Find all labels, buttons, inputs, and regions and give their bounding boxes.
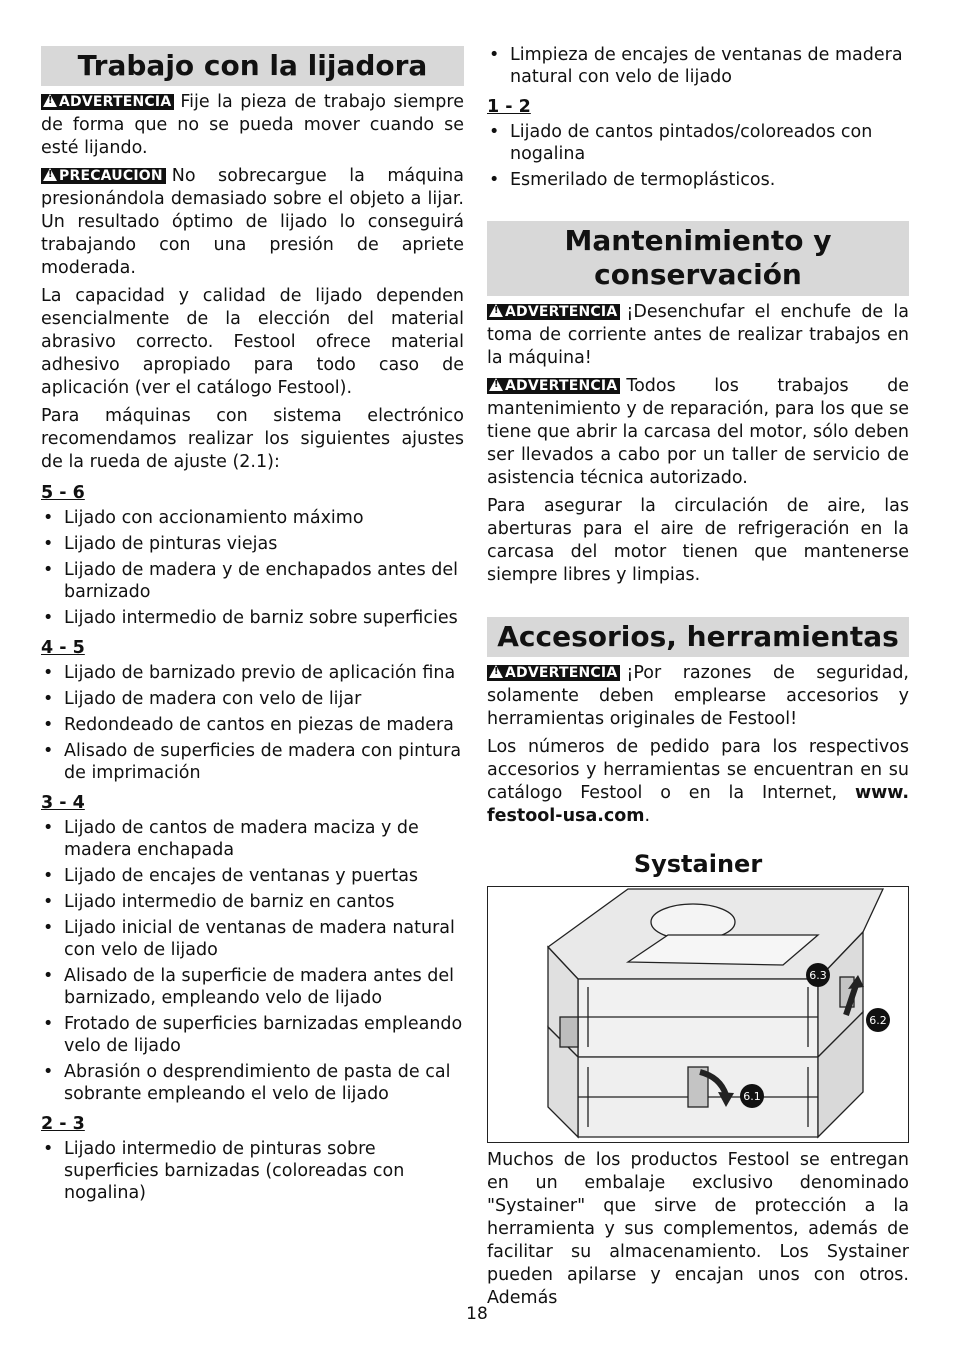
list-item: • Lijado inicial de ventanas de madera natural con velo de lijado [41, 917, 464, 961]
warning-paragraph-1: ! ADVERTENCIA Fije la pieza de trabajo siempre de forma que no se pueda mover cuando se esté lijando. [41, 92, 464, 158]
range-heading: 5 - 6 [41, 483, 85, 503]
warning-badge: ! ADVERTENCIA [41, 94, 174, 110]
range-list [41, 662, 464, 784]
accessories-warning: ! ADVERTENCIA ¡Por razones de seguridad, solamente deben emplearse accesorios y herramientas originales de Festool! [487, 663, 909, 729]
list-item: • Lijado de cantos de madera maciza y de madera enchapada [41, 817, 464, 861]
right-column [487, 44, 909, 1315]
systainer-figure [487, 886, 909, 1143]
svg-text:6.1: 6.1 [743, 1090, 761, 1103]
list-item: • Alisado de la superficie de madera antes del barnizado, empleando velo de lijado [41, 965, 464, 1009]
caution-badge: ! PRECAUCION [41, 168, 166, 184]
callout-6-3 [806, 963, 830, 987]
warning-triangle-icon: ! [43, 168, 57, 181]
list-item: • Lijado de barnizado previo de aplicación fina [41, 662, 464, 684]
range-heading: 3 - 4 [41, 793, 85, 813]
callout-6-1 [740, 1084, 764, 1108]
warning-triangle-icon: ! [43, 94, 57, 107]
caution-paragraph: ! PRECAUCION No sobrecargue la máquina presionándola demasiado sobre el objeto a lijar. Un resultado óptimo de lijado lo conseguirá trabajando con una presión de apriete moderada. [41, 166, 464, 278]
section-title-maintenance [487, 221, 909, 296]
maintenance-warning-1: ! ADVERTENCIA ¡Desenchufar el enchufe de la toma de corriente antes de realizar trabajos en la máquina! [487, 302, 909, 368]
range-list [41, 1138, 464, 1204]
range-list-continued [487, 44, 909, 88]
warning-triangle-icon: ! [489, 378, 503, 391]
warning-badge: ! ADVERTENCIA [487, 378, 620, 394]
maintenance-title-line-2: conservación [594, 258, 802, 291]
list-item: • Alisado de superficies de madera con pintura de imprimación [41, 740, 464, 784]
maintenance-title-line-1: Mantenimiento y [564, 224, 832, 257]
list-item: • Esmerilado de termoplásticos. [487, 169, 909, 191]
systainer-illustration [488, 887, 910, 1142]
warning-badge: ! ADVERTENCIA [487, 304, 620, 320]
list-item: • Redondeado de cantos en piezas de madera [41, 714, 464, 736]
callout-6-2 [866, 1008, 890, 1032]
list-item: • Lijado con accionamiento máximo [41, 507, 464, 529]
svg-text:6.3: 6.3 [809, 969, 827, 982]
range-list [41, 817, 464, 1105]
section-title-accessories: Accesorios, herramientas [487, 617, 909, 657]
festool-website-link[interactable]: www. festool-usa.com [487, 783, 909, 826]
systainer-title: Systainer [633, 850, 763, 878]
warning-triangle-icon: ! [489, 304, 503, 317]
list-item: • Abrasión o desprendimiento de pasta de cal sobrante empleando el velo de lijado [41, 1061, 464, 1105]
accessories-paragraph: Los números de pedido para los respectivos accesorios y herramientas se encuentran en su catálogo Festool o en la Internet, www. festool-usa.com. [487, 737, 909, 826]
range-heading: 1 - 2 [487, 97, 531, 117]
section-title-sanding: Trabajo con la lijadora [41, 46, 464, 86]
list-item: • Lijado de encajes de ventanas y puertas [41, 865, 464, 887]
systainer-paragraph: Muchos de los productos Festool se entregan en un embalaje exclusivo denominado "Systainer" que sirve de protección a la herramienta y sus complementos, además de facilitar su almacenamiento. Los Systainer pueden apilarse y encajan unos con otros. Además [487, 1150, 909, 1308]
svg-text:6.2: 6.2 [869, 1014, 887, 1027]
range-heading: 2 - 3 [41, 1114, 85, 1134]
warning-triangle-icon: ! [489, 665, 503, 678]
list-item: • Frotado de superficies barnizadas empleando velo de lijado [41, 1013, 464, 1057]
list-item: • Lijado intermedio de barniz en cantos [41, 891, 464, 913]
list-item: • Lijado intermedio de barniz sobre superficies [41, 607, 464, 629]
range-heading: 4 - 5 [41, 638, 85, 658]
list-item: • Lijado de pinturas viejas [41, 533, 464, 555]
electronics-paragraph: Para máquinas con sistema electrónico recomendamos realizar los siguientes ajustes de la rueda de ajuste (2.1): [41, 406, 464, 472]
page-number: 18 [466, 1304, 488, 1324]
range-list [487, 121, 909, 191]
list-item: • Lijado intermedio de pinturas sobre superficies barnizadas (coloreadas con nogalina) [41, 1138, 464, 1204]
left-column [41, 46, 464, 1208]
abrasive-paragraph: La capacidad y calidad de lijado dependen esencialmente de la elección del material abrasivo correcto. Festool ofrece material adhesivo apropiado para todo caso de aplicación (ver el catálogo Festool). [41, 286, 464, 398]
list-item: • Lijado de madera con velo de lijar [41, 688, 464, 710]
list-item: • Lijado de madera y de enchapados antes del barnizado [41, 559, 464, 603]
maintenance-paragraph: Para asegurar la circulación de aire, las aberturas para el aire de refrigeración en la carcasa del motor tienen que mantenerse siempre libres y limpias. [487, 496, 909, 585]
list-item: • Limpieza de encajes de ventanas de madera natural con velo de lijado [487, 44, 909, 88]
list-item: • Lijado de cantos pintados/coloreados con nogalina [487, 121, 909, 165]
warning-badge: ! ADVERTENCIA [487, 665, 620, 681]
range-list [41, 507, 464, 629]
maintenance-warning-2: ! ADVERTENCIA Todos los trabajos de mantenimiento y de reparación, para los que se tiene que abrir la carcasa del motor, sólo deben ser llevados a cabo por un taller de servicio de asistencia técnica autorizado. [487, 376, 909, 488]
